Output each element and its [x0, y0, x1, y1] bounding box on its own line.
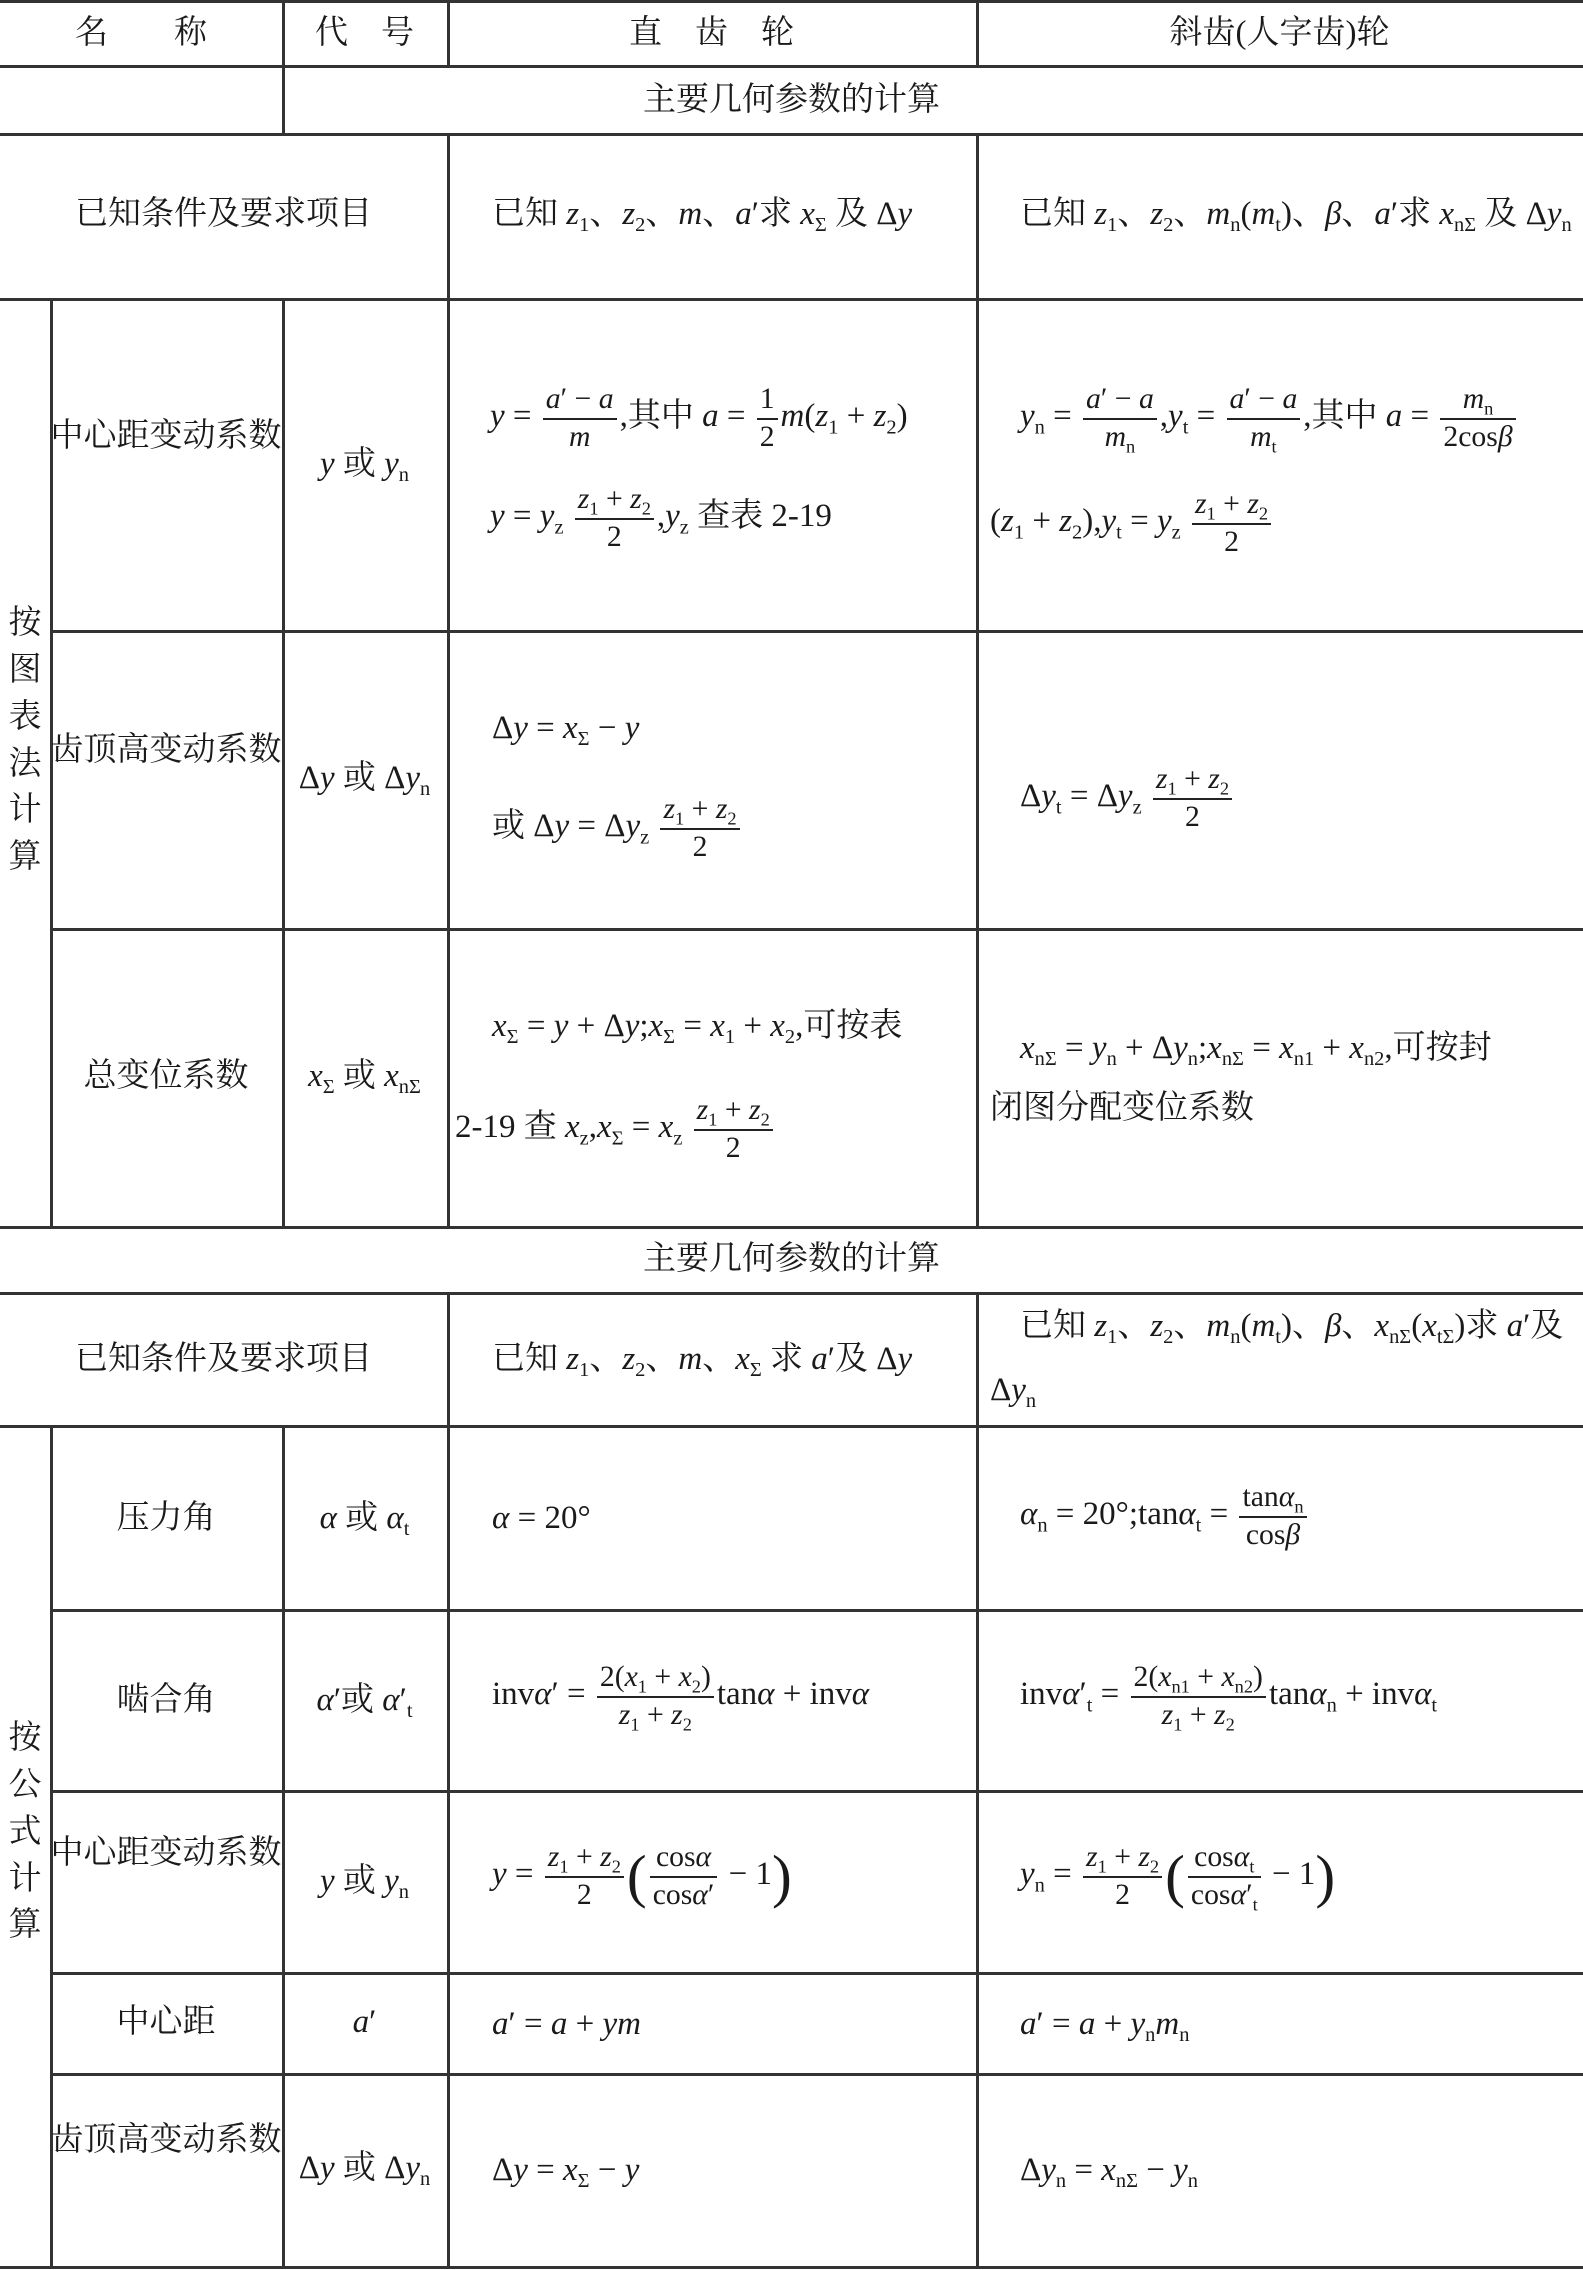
- rule-row4: [50, 1609, 1583, 1612]
- row3-spur-formula-a: $x_\Sigma = y$ + $\Delta y;x_\Sigma = x_1 + x_2$,可按表: [492, 1008, 903, 1049]
- row6-helical-formula: $y_n$ = $\frac{z_1 + z_2}{2}$ ( $\frac{\cos\alpha_t}{\cos\alpha'_t}$ − 1): [1020, 1841, 1336, 1915]
- col-rule-e: [976, 133, 979, 1226]
- col-rule-i: [976, 1292, 979, 2266]
- row4-code: α 或 $\alpha_t$: [319, 1500, 410, 1541]
- row5-helical-formula: $inv\alpha'_t$ = $\frac{2(x_{n1} + x_{n2})}{z_1 + z_2}$ tanα$_n$ + invα$_t$: [1020, 1661, 1438, 1735]
- section2-title: 主要几何参数的计算: [643, 1241, 940, 1277]
- row4-name: 压力角: [116, 1500, 216, 1536]
- row1-spur-formula-a: y = $\frac{a' - a}{m}$ ,其中 a = $\frac{1}{2}$ $m(z_1 + z_2)$: [490, 383, 908, 453]
- row2-spur-formula-b: 或 $\Delta y = \Delta y_z$ $\frac{z_1 + z_2}{2}$: [492, 792, 743, 865]
- rule-row6: [50, 1972, 1583, 1975]
- section2-helical-known-a: 已知 $z_1$、$z_2$、$m_n(m_t)$、β、$x_{n\Sigma}(x_{t\Sigma})$求 a′及: [1020, 1308, 1564, 1349]
- row8-code: Δy 或 $\Delta y_n$: [298, 2150, 431, 2191]
- row2-helical-formula: $\Delta y_t = \Delta y_z$ $\frac{z_1 + z_2}{2}$: [1020, 762, 1235, 835]
- row7-spur-formula: a′ = a + ym: [492, 2006, 641, 2042]
- rule-row5: [50, 1790, 1583, 1793]
- rule-sec2-known: [0, 1425, 1583, 1428]
- section2-spur-known: 已知 $z_1$、$z_2$、m、$x_\Sigma$ 求 a′及 Δy: [492, 1341, 913, 1382]
- section2-method: 按公式计算: [8, 1720, 42, 1944]
- row7-helical-formula: $a' = a + y_nm_n$: [1020, 2006, 1190, 2047]
- rule-bottom: [0, 2266, 1583, 2269]
- row2-name: 齿顶高变动系数: [50, 732, 282, 768]
- rule-header: [0, 65, 1583, 68]
- rule-sec1-end: [0, 1226, 1583, 1229]
- row1-code: y 或 $y_n$: [319, 446, 410, 487]
- row3-name: 总变位系数: [83, 1058, 249, 1094]
- row1-helical-formula-b: $(z_1 + z_2),y_t = y_z$ $\frac{z_1 + z_2}{2}$: [990, 487, 1274, 560]
- row4-spur-formula: α = 20°: [492, 1500, 591, 1536]
- row1-spur-formula-b: $y = y_z$ $\frac{z_1 + z_2}{2}$ $,y_z$ 查表 2-19: [490, 483, 832, 553]
- row5-code: α′或 $\alpha'_t$: [316, 1682, 413, 1723]
- rule-row1: [50, 630, 1583, 633]
- section1-title: 主要几何参数的计算: [643, 82, 940, 118]
- header-spur: 直 齿 轮: [629, 15, 794, 51]
- row3-code: $x_\Sigma$ 或 $x_{n\Sigma}$: [308, 1058, 421, 1099]
- row8-helical-formula: $\Delta y_n = x_{n\Sigma} - y_n$: [1020, 2152, 1199, 2193]
- section1-helical-known: 已知 $z_1$、$z_2$、$m_n(m_t)$、β、a′求 $x_{n\Sigma}$ 及 $\Delta y_n$: [1020, 196, 1572, 237]
- rule-sec2-title: [0, 1292, 1583, 1295]
- row6-code: y 或 $y_n$: [319, 1863, 410, 1904]
- row5-spur-formula: invα′ = $\frac{2(x_1 + x_2)}{z_1 + z_2}$ tanα + invα: [492, 1661, 870, 1735]
- section2-helical-known-b: $\Delta y_n$: [990, 1372, 1037, 1413]
- header-helical: 斜齿(人字齿)轮: [1169, 15, 1390, 51]
- row7-name: 中心距: [116, 2004, 216, 2040]
- rule-row2: [50, 928, 1583, 931]
- col-rule-h: [447, 1292, 450, 2266]
- row8-spur-formula: $\Delta y = x_\Sigma - y$: [492, 2152, 640, 2193]
- header-name: 名 称: [75, 15, 207, 51]
- rule-top: [0, 0, 1583, 3]
- row6-spur-formula: y = $\frac{z_1 + z_2}{2}$ ( $\frac{\cos\alpha}{\cos\alpha'}$ − 1): [492, 1841, 792, 1911]
- row4-helical-formula: $\alpha_n$ = 20°;tanα$_t$ = $\frac{\tan\alpha_n}{\cos\beta}$: [1020, 1480, 1310, 1553]
- section1-spur-known: 已知 $z_1$、$z_2$、m、a′求 $x_\Sigma$ 及 Δy: [492, 196, 913, 237]
- section1-known-label: 已知条件及要求项目: [75, 196, 372, 232]
- header-code: 代 号: [315, 15, 414, 51]
- row2-spur-formula-a: $\Delta y = x_\Sigma - y$: [492, 710, 640, 751]
- row7-code: a′: [352, 2004, 377, 2040]
- section1-method: 按图表法计算: [8, 605, 42, 876]
- col-rule-c: [447, 133, 450, 1226]
- col-rule-k: [282, 1425, 285, 2266]
- row5-name: 啮合角: [116, 1682, 216, 1718]
- row3-helical-formula-a: $x_{n\Sigma} = y_n$ + $\Delta y_n;x_{n\Sigma} = x_{n1} + x_{n2}$,可按封: [1020, 1030, 1492, 1071]
- rule-row7: [50, 2073, 1583, 2076]
- rule-sec1-known: [0, 298, 1583, 301]
- row3-helical-formula-b: 闭图分配变位系数: [990, 1090, 1254, 1126]
- row1-name: 中心距变动系数: [50, 418, 282, 454]
- section2-known-label: 已知条件及要求项目: [75, 1341, 372, 1377]
- row8-name: 齿顶高变动系数: [50, 2122, 282, 2158]
- row3-spur-formula-b: 2-19 查 $x_z,x_\Sigma = x_z$ $\frac{z_1 + z_2}{2}$: [455, 1093, 776, 1166]
- rule-sec1-title: [0, 133, 1583, 136]
- row6-name: 中心距变动系数: [50, 1835, 282, 1871]
- row2-code: Δy 或 $\Delta y_n$: [298, 760, 431, 801]
- row1-helical-formula-a: $y_n$ = $\frac{a' - a}{m_n}$ $,y_t$ = $\frac{a' - a}{m_t}$ ,其中 a = $\frac{m_n}{2\cos\beta}$: [1020, 382, 1519, 455]
